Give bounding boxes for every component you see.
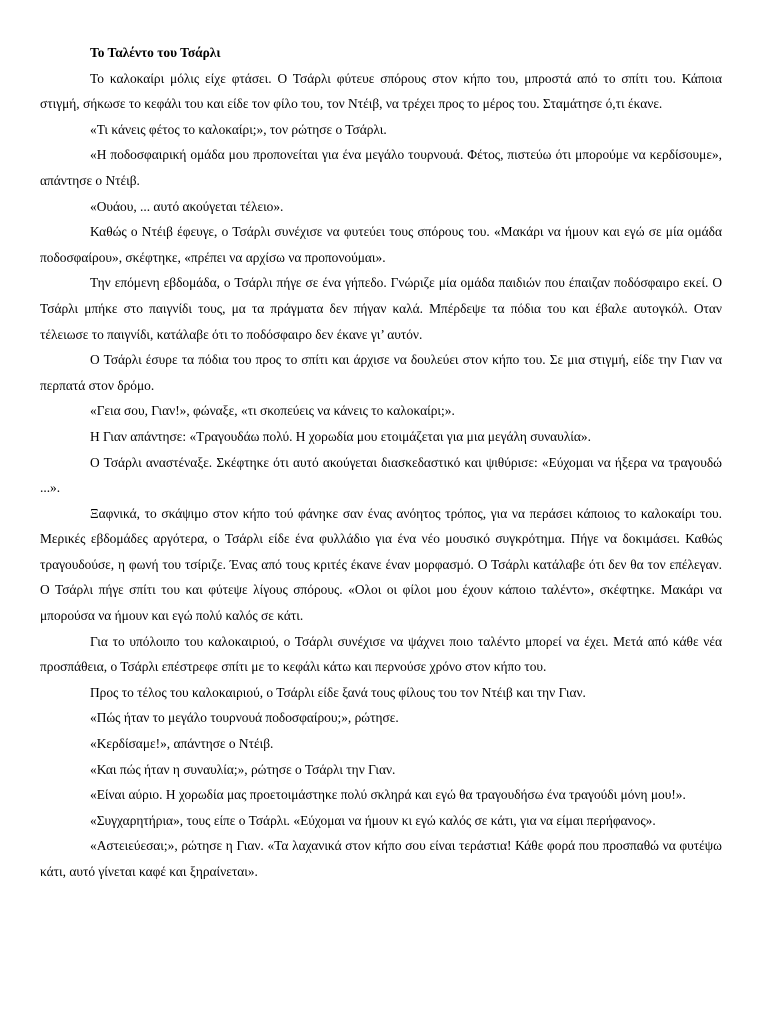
paragraph: Την επόμενη εβδομάδα, ο Τσάρλι πήγε σε ένα γήπεδο. Γνώριζε μία ομάδα παιδιών που έπαιζαν ποδόσφαιρο εκεί. Ο Τσάρλι μπήκε στο παιγνίδι τους, μα τα πράγματα δεν πήγαν καλά. Μπέρδεψε τα πόδια του και έβαλε αυτογκόλ. Οταν τέλειωσε το παιγνίδι, κατάλαβε ότι το ποδόσφαιρο δεν έκανε γι’ αυτόν. [40, 275, 722, 342]
document-page [40, 40, 722, 885]
paragraph: «Αστειεύεσαι;», ρώτησε η Γιαν. «Τα λαχανικά στον κήπο σου είναι τεράστια! Κάθε φορά που προσπαθώ να φυτέψω κάτι, αυτό γίνεται καφέ και ξηραίνεται». [40, 838, 722, 879]
paragraph: Καθώς ο Ντέιβ έφευγε, ο Τσάρλι συνέχισε να φυτεύει τους σπόρους του. «Μακάρι να ήμουν και εγώ σε μία ομάδα ποδοσφαίρου», σκέφτηκε, «πρέπει να αρχίσω να προπονούμαι». [40, 224, 722, 265]
paragraph: «Πώς ήταν το μεγάλο τουρνουά ποδοσφαίρου;», ρώτησε. [90, 710, 399, 726]
paragraph: Ο Τσάρλι έσυρε τα πόδια του προς το σπίτι και άρχισε να δουλεύει στον κήπο του. Σε μια στιγμή, είδε την Γιαν να περπατά στον δρόμο. [40, 352, 722, 393]
paragraph: «Συγχαρητήρια», τους είπε ο Τσάρλι. «Εύχομαι να ήμουν κι εγώ καλός σε κάτι, για να είμαι περήφανος». [90, 812, 656, 828]
paragraph: Προς το τέλος του καλοκαιριού, ο Τσάρλι είδε ξανά τους φίλους του τον Ντέιβ και την Γιαν. [90, 684, 586, 700]
paragraph: Για το υπόλοιπο του καλοκαιριού, ο Τσάρλι συνέχισε να ψάχνει ποιο ταλέντο μπορεί να έχει. Μετά από κάθε νέα προσπάθεια, ο Τσάρλι επέστρεφε σπίτι με το κεφάλι κάτω και περνούσε χρόνο στον κήπο του. [40, 633, 722, 675]
paragraph: «Είναι αύριο. Η χορωδία μας προετοιμάστηκε πολύ σκληρά και εγώ θα τραγουδήσω ένα τραγούδι μόνη μου!». [90, 787, 686, 803]
paragraph: «Και πώς ήταν η συναυλία;», ρώτησε ο Τσάρλι την Γιαν. [90, 761, 396, 777]
paragraph: «Κερδίσαμε!», απάντησε ο Ντέιβ. [90, 736, 274, 752]
paragraph: «Τι κάνεις φέτος το καλοκαίρι;», τον ρώτησε ο Τσάρλι. [90, 121, 387, 137]
paragraph: Η Γιαν απάντησε: «Τραγουδάω πολύ. Η χορωδία μου ετοιμάζεται για μια μεγάλη συναυλία». [90, 428, 591, 444]
document-title: Το Ταλέντο του Τσάρλι [90, 45, 221, 60]
paragraph: «Γεια σου, Γιαν!», φώναξε, «τι σκοπεύεις να κάνεις το καλοκαίρι;». [90, 403, 455, 419]
paragraph: Ξαφνικά, το σκάψιμο στον κήπο τού φάνηκε σαν ένας ανόητος τρόπος, για να περάσει κάποιος το καλοκαίρι του. Μερικές εβδομάδες αργότερα, ο Τσάρλι είδε ένα φυλλάδιο για ένα νέο μουσικό συγκρότημα. Πήγε να δοκιμάσει. Καθώς τραγουδούσε, η φωνή του τσίριζε. Ένας από τους κριτές έκανε έναν μορφασμό. Ο Τσάρλι κατάλαβε ότι δεν θα τον επέλεγαν. Ο Τσάρλι πήγε σπίτι του και φύτεψε λίγους σπόρους. «Ολοι οι φίλοι μου έχουν κάποιο ταλέντο», σκέφτηκε. Μακάρι να μπορούσα να ήμουν και εγώ πολύ καλός σε κάτι. [40, 505, 722, 624]
paragraph: Ο Τσάρλι αναστέναξε. Σκέφτηκε ότι αυτό ακούγεται διασκεδαστικό και ψιθύρισε: «Εύχομαι να ήξερα να τραγουδώ ...». [40, 454, 722, 496]
paragraph: Το καλοκαίρι μόλις είχε φτάσει. Ο Τσάρλι φύτευε σπόρους στον κήπο του, μπροστά από το σπίτι του. Κάποια στιγμή, σήκωσε το κεφάλι του και είδε τον φίλο του, τον Ντέιβ, να τρέχει προς το μέρος του. Σταμάτησε ό,τι έκανε. [40, 70, 722, 112]
paragraph: «Η ποδοσφαιρική ομάδα μου προπονείται για ένα μεγάλο τουρνουά. Φέτος, πιστεύω ότι μπορούμε να κερδίσουμε», απάντησε ο Ντέιβ. [40, 147, 722, 188]
paragraph: «Ουάου, ... αυτό ακούγεται τέλειο». [90, 198, 284, 214]
